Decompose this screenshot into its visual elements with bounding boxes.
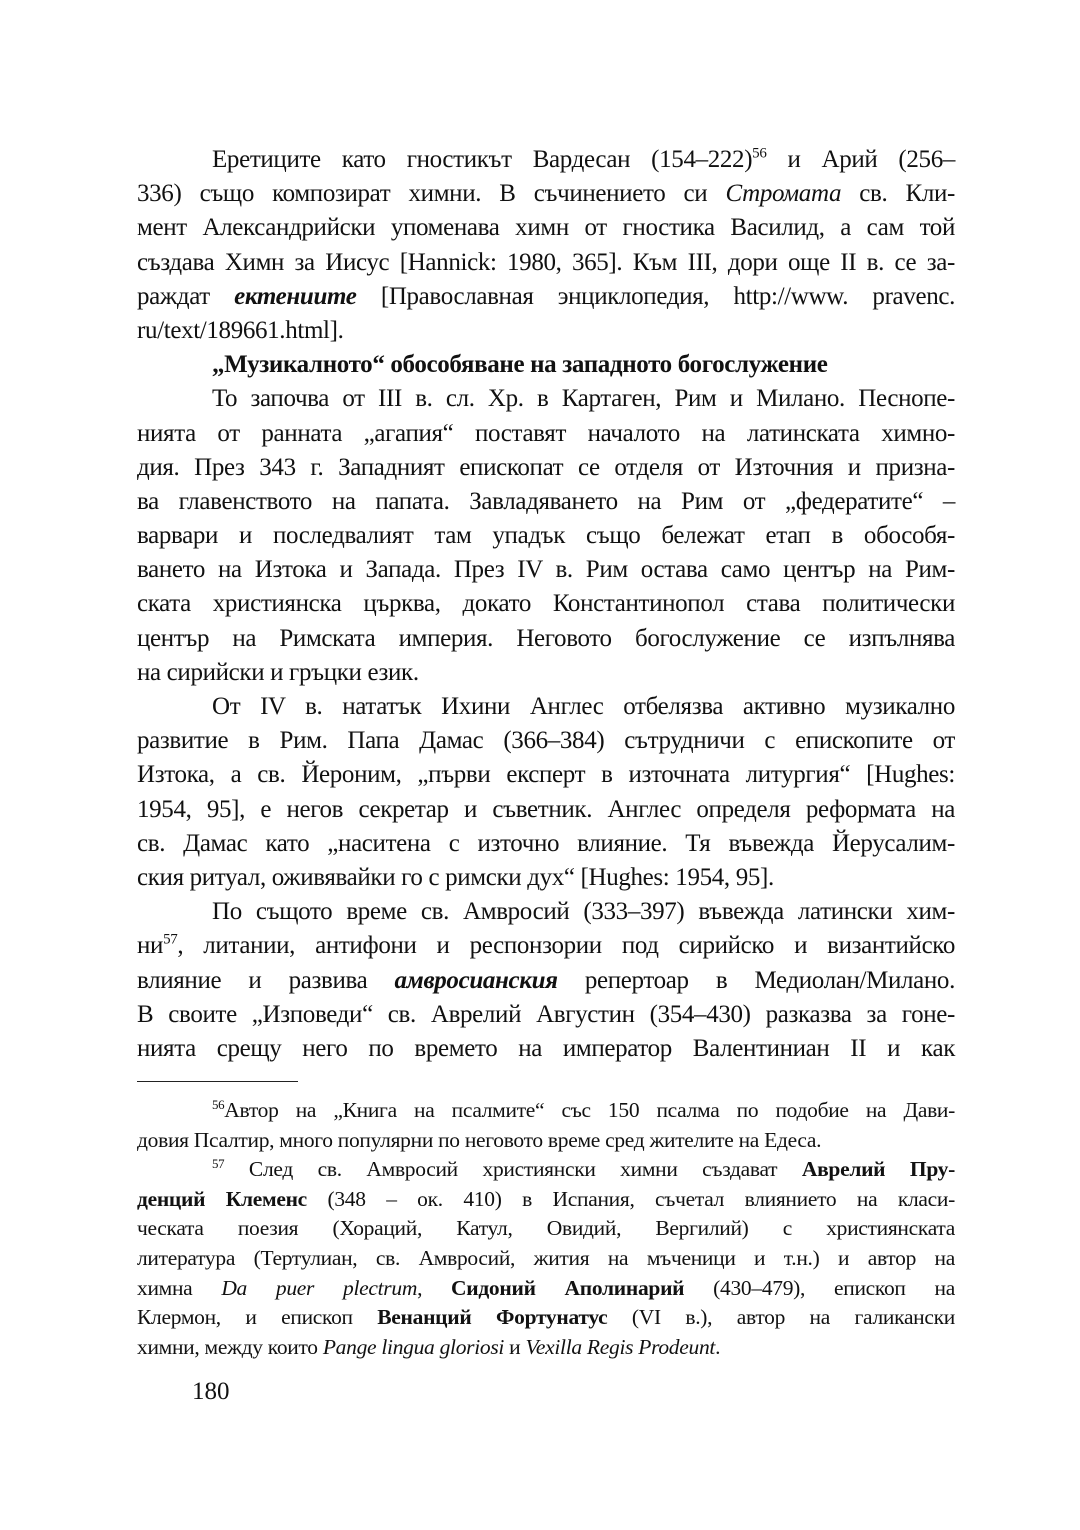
footnote-line bbox=[137, 1214, 955, 1244]
text-run: (348 – ок. 410) в Испания, съчетал влиянието на класи- bbox=[306, 1186, 955, 1211]
text-run: влияние и развива bbox=[137, 966, 395, 994]
text-run: (VI в.), автор на галикански bbox=[607, 1305, 955, 1330]
text-run: и bbox=[504, 1334, 526, 1359]
text-line bbox=[137, 793, 955, 827]
footnote-line bbox=[137, 1303, 955, 1333]
text-run: Клермон, и епископ bbox=[137, 1305, 378, 1330]
text-line bbox=[137, 211, 955, 245]
text-line bbox=[137, 382, 955, 416]
text-line bbox=[137, 553, 955, 587]
emphasis-text: Da puer plectrum bbox=[221, 1275, 418, 1300]
text-line bbox=[137, 519, 955, 553]
text-run: ва главенството на папата. Завладяването на Рим от „федератите“ – bbox=[137, 487, 955, 515]
footnote-line bbox=[137, 1333, 955, 1363]
text-line bbox=[137, 998, 955, 1032]
text-run: ската християнска църква, докато Константинопол става политически bbox=[137, 590, 955, 618]
text-run: химна bbox=[137, 1275, 222, 1300]
emphasis-text: Vexilla Regis Prodeunt bbox=[525, 1334, 716, 1359]
footnote-ref: 57 bbox=[163, 931, 178, 948]
text-run: литература (Тертулиан, св. Амвросий, жития на мъченици и т.н.) и автор на bbox=[137, 1245, 955, 1270]
text-line bbox=[137, 143, 955, 177]
text-run: мент Александрийски упоменава химн от гностика Василид, а сам той bbox=[137, 214, 955, 242]
text-run: Еретиците като гностикът Вардесан (154–222) bbox=[212, 146, 753, 173]
text-line bbox=[137, 280, 955, 314]
text-run: св. Кли- bbox=[841, 180, 955, 208]
emphasis-text: Сидоний Аполинарий bbox=[451, 1275, 685, 1300]
text-line bbox=[137, 451, 955, 485]
emphasis-text: „Музикалното“ обособяване на западното богослужение bbox=[212, 351, 828, 379]
text-line bbox=[137, 827, 955, 861]
text-run: Изтока, а св. Йероним, „първи експерт в източната литургия“ [Hughes: bbox=[137, 761, 955, 789]
text-run: и Арий (256– bbox=[766, 146, 955, 173]
text-run: След св. Амвросий християнски химни създават bbox=[224, 1157, 802, 1182]
footnote-line bbox=[137, 1126, 955, 1156]
text-run: център на Римската империя. Неговото богослужение се изпълнява bbox=[137, 624, 955, 652]
text-run: на сирийски и гръцки език. bbox=[137, 658, 419, 686]
text-run: развитие в Рим. Папа Дамас (366–384) сътрудничи с епископите от bbox=[137, 727, 955, 755]
text-line bbox=[137, 724, 955, 758]
footnote-ref: 56 bbox=[212, 1097, 225, 1112]
text-run: , bbox=[417, 1275, 452, 1300]
text-line bbox=[137, 1032, 955, 1066]
footnote-line bbox=[137, 1155, 955, 1185]
text-run: раждат bbox=[137, 282, 235, 310]
text-line bbox=[137, 485, 955, 519]
text-run: св. Дамас като „наситена с източно влияние. Тя въвежда Йерусалим- bbox=[137, 829, 955, 857]
text-run: нията от ранната „агапия“ поставят началото на латинската химно- bbox=[137, 419, 955, 447]
text-run: варвари и последвалият там упадък също бележат етап в обособя- bbox=[137, 522, 955, 550]
text-run: . bbox=[715, 1334, 721, 1359]
emphasis-text: Стромата bbox=[725, 180, 842, 208]
footnote-line bbox=[137, 1185, 955, 1215]
text-run: Автор на „Книга на псалмите“ със 150 псалма по подобие на Дави- bbox=[224, 1098, 955, 1122]
footnote-ref: 57 bbox=[212, 1157, 225, 1172]
text-run: довия Псалтир, много популярни по неговото време сред жителите на Едеса. bbox=[137, 1127, 822, 1152]
text-run: химни, между които bbox=[137, 1334, 323, 1359]
text-line bbox=[137, 964, 955, 998]
text-line bbox=[137, 690, 955, 724]
text-run: 1954, 95], е негов секретар и съветник. Англес определя реформата на bbox=[137, 795, 955, 823]
footnote-separator bbox=[137, 1081, 298, 1082]
text-line bbox=[137, 348, 955, 382]
emphasis-text: Венанций Фортунатус bbox=[377, 1305, 608, 1330]
text-run: От IV в. нататък Ихини Англес отбелязва активно музикално bbox=[212, 693, 955, 720]
emphasis-text: денций Клеменс bbox=[137, 1186, 307, 1211]
text-run: ския ритуал, оживявайки го с римски дух“ [Hughes: 1954, 95]. bbox=[137, 863, 774, 891]
emphasis-text: амвросианския bbox=[394, 966, 558, 994]
text-run: 336) също композират химни. В съчинението си bbox=[137, 180, 726, 208]
emphasis-text: Аврелий Пру- bbox=[801, 1157, 955, 1182]
text-line bbox=[137, 417, 955, 451]
text-line bbox=[137, 314, 955, 348]
text-run: ни bbox=[137, 932, 164, 960]
text-run: То започва от III в. сл. Хр. в Картаген, Рим и Милано. Песнопе- bbox=[212, 385, 955, 413]
text-run: (430–479), епископ на bbox=[684, 1275, 955, 1300]
text-line bbox=[137, 895, 955, 929]
text-run: създава Химн за Иисус [Hannick: 1980, 365]. Към III, дори още II в. се за- bbox=[137, 248, 955, 276]
text-line bbox=[137, 656, 955, 690]
text-run: репертоар в Медиолан/Милано. bbox=[557, 966, 955, 994]
footnote-line bbox=[137, 1244, 955, 1274]
text-line bbox=[137, 758, 955, 792]
text-line bbox=[137, 622, 955, 656]
text-run: ческата поезия (Хораций, Катул, Овидий, Вергилий) с християнската bbox=[137, 1216, 955, 1241]
emphasis-text: Pange lingua gloriosi bbox=[322, 1334, 505, 1359]
footnote-line bbox=[137, 1274, 955, 1304]
footnotes bbox=[137, 1096, 955, 1362]
text-run: , литании, антифони и респонзории под сирийско и византийско bbox=[177, 932, 955, 960]
text-run: дия. През 343 г. Западният епископат се отделя от Източния и призна- bbox=[137, 453, 955, 481]
footnote-ref: 56 bbox=[752, 145, 767, 162]
text-line bbox=[137, 246, 955, 280]
text-run: ването на Изтока и Запада. През IV в. Рим остава само център на Рим- bbox=[137, 556, 955, 584]
main-body-text bbox=[137, 143, 955, 1066]
page-number: 180 bbox=[192, 1378, 230, 1405]
text-run: В своите „Изповеди“ св. Аврелий Августин (354–430) разказва за гоне- bbox=[137, 1000, 955, 1028]
text-line bbox=[137, 861, 955, 895]
text-line bbox=[137, 587, 955, 621]
text-run: ru/text/189661.html]. bbox=[137, 316, 344, 344]
text-run: нията срещу него по времето на император Валентиниан II и как bbox=[137, 1034, 955, 1062]
text-line bbox=[137, 177, 955, 211]
text-run: [Православная энциклопедия, http://www. pravenc. bbox=[356, 282, 955, 310]
emphasis-text: ектениите bbox=[234, 282, 357, 310]
text-line bbox=[137, 929, 955, 963]
text-run: По същото време св. Амвросий (333–397) въвежда латински хим- bbox=[212, 898, 955, 926]
footnote-line bbox=[137, 1096, 955, 1126]
